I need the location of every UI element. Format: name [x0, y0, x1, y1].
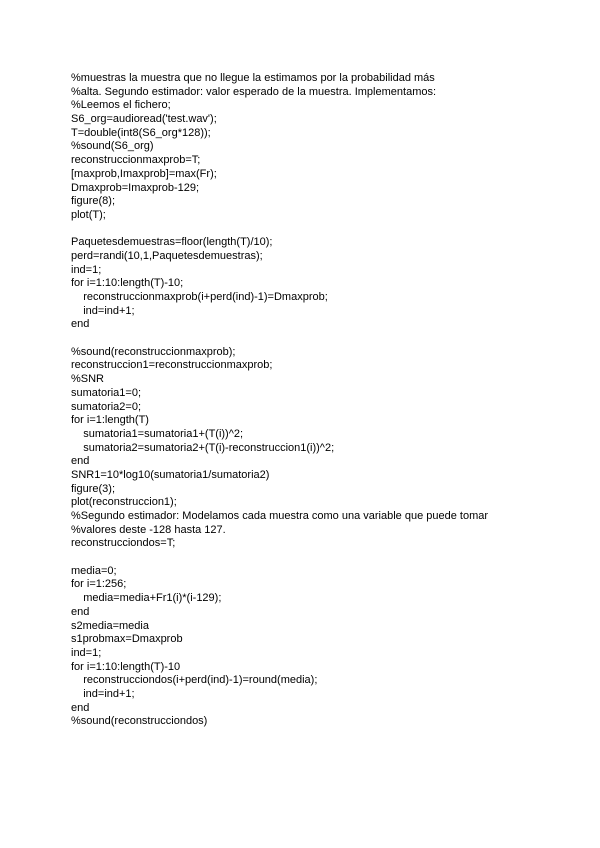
- code-line: plot(reconstruccion1);: [71, 496, 177, 509]
- code-line: [71, 332, 571, 346]
- code-line: reconstrucciondos=T;: [71, 537, 176, 550]
- code-line: sumatoria2=sumatoria2+(T(i)-reconstruccion1(i))^2;: [71, 441, 335, 454]
- code-line: for i=1:256;: [71, 578, 127, 591]
- code-line: T=double(int8(S6_org*128));: [71, 126, 211, 139]
- code-listing: [71, 72, 571, 729]
- code-line: S6_org=audioread('test.wav');: [71, 113, 217, 126]
- code-line: %muestras la muestra que no llegue la estimamos por la probabilidad más: [71, 72, 435, 84]
- code-line: end: [71, 318, 90, 331]
- code-line: perd=randi(10,1,Paquetesdemuestras);: [71, 249, 263, 262]
- code-line: %sound(S6_org): [71, 140, 154, 153]
- code-line: [maxprob,Imaxprob]=max(Fr);: [71, 167, 217, 180]
- code-line: ind=ind+1;: [71, 304, 135, 317]
- code-line: [71, 551, 571, 565]
- code-line: reconstrucciondos(i+perd(ind)-1)=round(media);: [71, 674, 318, 687]
- code-line: end: [71, 605, 90, 618]
- code-line: end: [71, 701, 90, 714]
- code-line: Dmaxprob=Imaxprob-129;: [71, 181, 200, 194]
- code-line: s1probmax=Dmaxprob: [71, 633, 183, 646]
- code-line: Paquetesdemuestras=floor(length(T)/10);: [71, 236, 273, 249]
- code-line: for i=1:10:length(T)-10;: [71, 277, 184, 290]
- code-line: reconstruccionmaxprob(i+perd(ind)-1)=Dmaxprob;: [71, 291, 328, 303]
- code-line: %valores deste -128 hasta 127.: [71, 523, 226, 536]
- code-line: ind=1;: [71, 263, 102, 276]
- code-line: sumatoria2=0;: [71, 400, 142, 413]
- code-line: end: [71, 455, 90, 468]
- code-line: %sound(reconstruccionmaxprob);: [71, 345, 236, 358]
- code-line: for i=1:10:length(T)-10: [71, 660, 181, 673]
- code-line: %Leemos el fichero;: [71, 99, 171, 112]
- code-line: figure(8);: [71, 195, 116, 208]
- code-line: reconstruccion1=reconstruccionmaxprob;: [71, 359, 273, 372]
- code-line: ind=1;: [71, 646, 102, 659]
- code-line: %alta. Segundo estimador: valor esperado de la muestra. Implementamos:: [71, 85, 437, 98]
- code-line: for i=1:length(T): [71, 414, 149, 427]
- code-line: SNR1=10*log10(sumatoria1/sumatoria2): [71, 468, 270, 481]
- code-line: sumatoria1=sumatoria1+(T(i))^2;: [71, 427, 244, 440]
- code-line: reconstruccionmaxprob=T;: [71, 154, 201, 167]
- code-line: %Segundo estimador: Modelamos cada muestra como una variable que puede tomar: [71, 510, 489, 522]
- code-line: plot(T);: [71, 208, 106, 221]
- code-line: s2media=media: [71, 619, 149, 632]
- code-line: [71, 223, 571, 237]
- code-line: media=media+Fr1(i)*(i-129);: [71, 592, 222, 605]
- code-line: media=0;: [71, 564, 117, 577]
- code-line: sumatoria1=0;: [71, 386, 142, 399]
- code-line: figure(3);: [71, 482, 116, 495]
- code-line: ind=ind+1;: [71, 687, 135, 700]
- code-line: %sound(reconstrucciondos): [71, 715, 208, 728]
- code-line: %SNR: [71, 373, 105, 386]
